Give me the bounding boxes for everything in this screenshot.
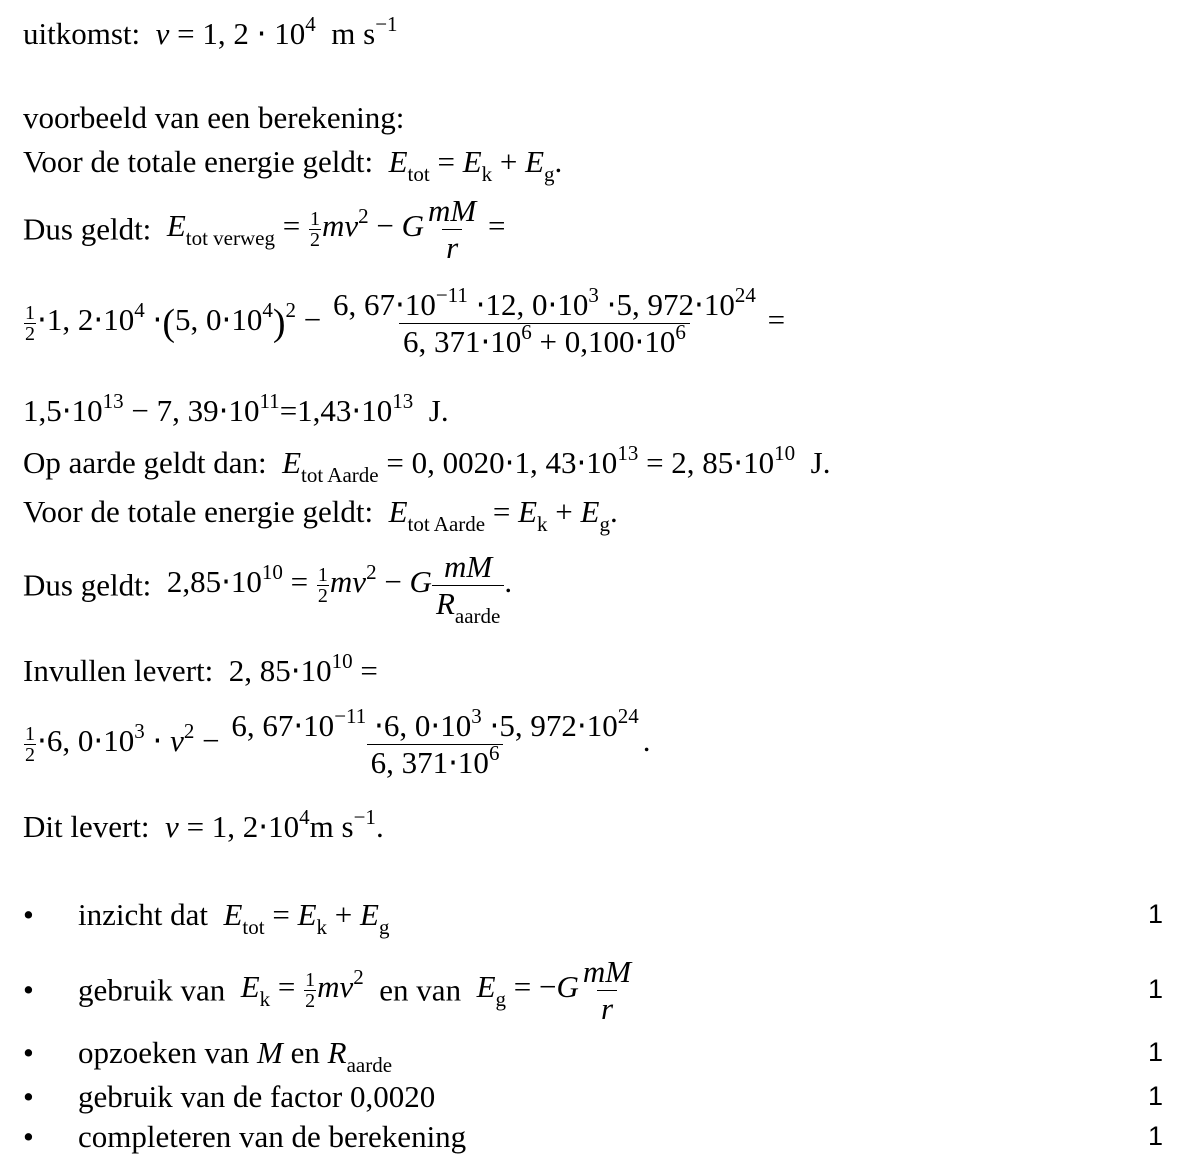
totale-energie-line-1: [23, 144, 563, 186]
totale-energie-line-2: [23, 494, 618, 536]
bullet-icon: •: [23, 1079, 34, 1114]
bullet-icon: •: [23, 897, 34, 932]
criterion-2-text: gebruik van: [78, 972, 226, 1008]
totale-energie-formula-2: $E_{tot Aarde} = E_k + E_g$.: [388, 494, 618, 536]
totale-energie-label-1: Voor de totale energie geldt:: [23, 144, 374, 179]
calc-formula-2: $\frac{1}{2}$ ⋅6, $0\cdot 10^3 \cdot v^2$ − $\frac{6, 67\cdot 10^{-11} \cdot 6, 0\cdot 10^3 \cdot 5, 972\cdot 10^{24}}{6, 371\cdot 10^6}$ .: [25, 704, 651, 780]
calc-result: $1,5\cdot 10^{13} - 7$, $39\cdot 10^{11}=1,43\cdot 10^{13}$ J.: [23, 389, 449, 428]
dit-levert-formula: v = 1, $2\cdot 10^4m$ $s^{-1}$.: [165, 805, 384, 844]
criterion-4-score: 1: [1147, 1081, 1163, 1111]
op-aarde-line: [23, 441, 831, 487]
invullen-formula: 2, $85\cdot 10^{10}$ =: [221, 649, 378, 688]
op-aarde-formula: $E_{tot Aarde} = 0$, 0020⋅1, $43\cdot 10^{13} = 2$, $85\cdot 10^{10}$ J.: [282, 441, 831, 487]
dus-geldt-line-1: [23, 193, 505, 265]
criterion-5-score: 1: [1147, 1121, 1163, 1151]
op-aarde-label: Op aarde geldt dan:: [23, 445, 267, 480]
criterion-2: • gebruik van $E_k$ = $\frac{1}{2}$ $mv^2$ en van $E_g = -G$ $\frac{mM}{r}$ 1: [23, 954, 1163, 1026]
uitkomst-label: uitkomst:: [23, 16, 141, 51]
criterion-3-score: 1: [1147, 1037, 1163, 1067]
criterion-3-text: opzoeken van: [78, 1035, 250, 1070]
dus-geldt-formula-1: $E_{tot verweg}$ = $\frac{1}{2}$ $mv^2 - G$ $\frac{mM}{r}$ =: [166, 193, 506, 265]
criterion-3-text2: en: [290, 1035, 320, 1070]
calc-line-2: [23, 704, 651, 780]
dus-geldt-formula-2: $2,85\cdot 10^{10}$ = $\frac{1}{2}$ $mv^2 - G$ $\frac{mM}{R_{aarde}}$ .: [159, 549, 513, 628]
dus-geldt-label-1: Dus geldt:: [23, 211, 152, 247]
invullen-label: Invullen levert:: [23, 653, 214, 688]
dit-levert-label: Dit levert:: [23, 809, 150, 844]
criterion-5-text: completeren van de berekening: [78, 1119, 467, 1154]
calc-line-1: [23, 283, 786, 359]
calc-result-line: [23, 389, 449, 428]
calc-formula-1: $\frac{1}{2}$ ⋅1, $2\cdot 10^4 \cdot(5$, $0\cdot 10^4)^2$ − $\frac{6, 67\cdot 10^{-11} \cdot 12, 0\cdot 10^3 \cdot 5, 972\cdot 10^{24}}{6, 371\cdot 10^6 + 0,100\cdot 10^6}$ =: [25, 283, 786, 359]
criterion-2-score: 1: [1147, 974, 1163, 1004]
bullet-icon: •: [23, 972, 34, 1007]
criterion-1-text: inzicht dat: [78, 897, 208, 932]
bullet-icon: •: [23, 1035, 34, 1070]
totale-energie-label-2: Voor de totale energie geldt:: [23, 494, 374, 529]
criterion-1-score: 1: [1147, 899, 1163, 929]
uitkomst-line: [23, 12, 398, 51]
criterion-2-text2: en van: [379, 972, 462, 1008]
dit-levert-line: [23, 805, 384, 844]
dus-geldt-line-2: [23, 549, 513, 628]
bullet-icon: •: [23, 1119, 34, 1154]
invullen-line: [23, 649, 378, 688]
voorbeeld-heading: voorbeeld van een berekening:: [23, 100, 405, 135]
uitkomst-formula: v = 1, $2 \cdot 10^4$ m $s^{-1}$: [155, 12, 398, 51]
dus-geldt-label-2: Dus geldt:: [23, 567, 152, 603]
criterion-4-text: gebruik van de factor 0,0020: [78, 1079, 436, 1114]
totale-energie-formula-1: $E_{tot} = E_k + E_g$.: [388, 144, 563, 186]
